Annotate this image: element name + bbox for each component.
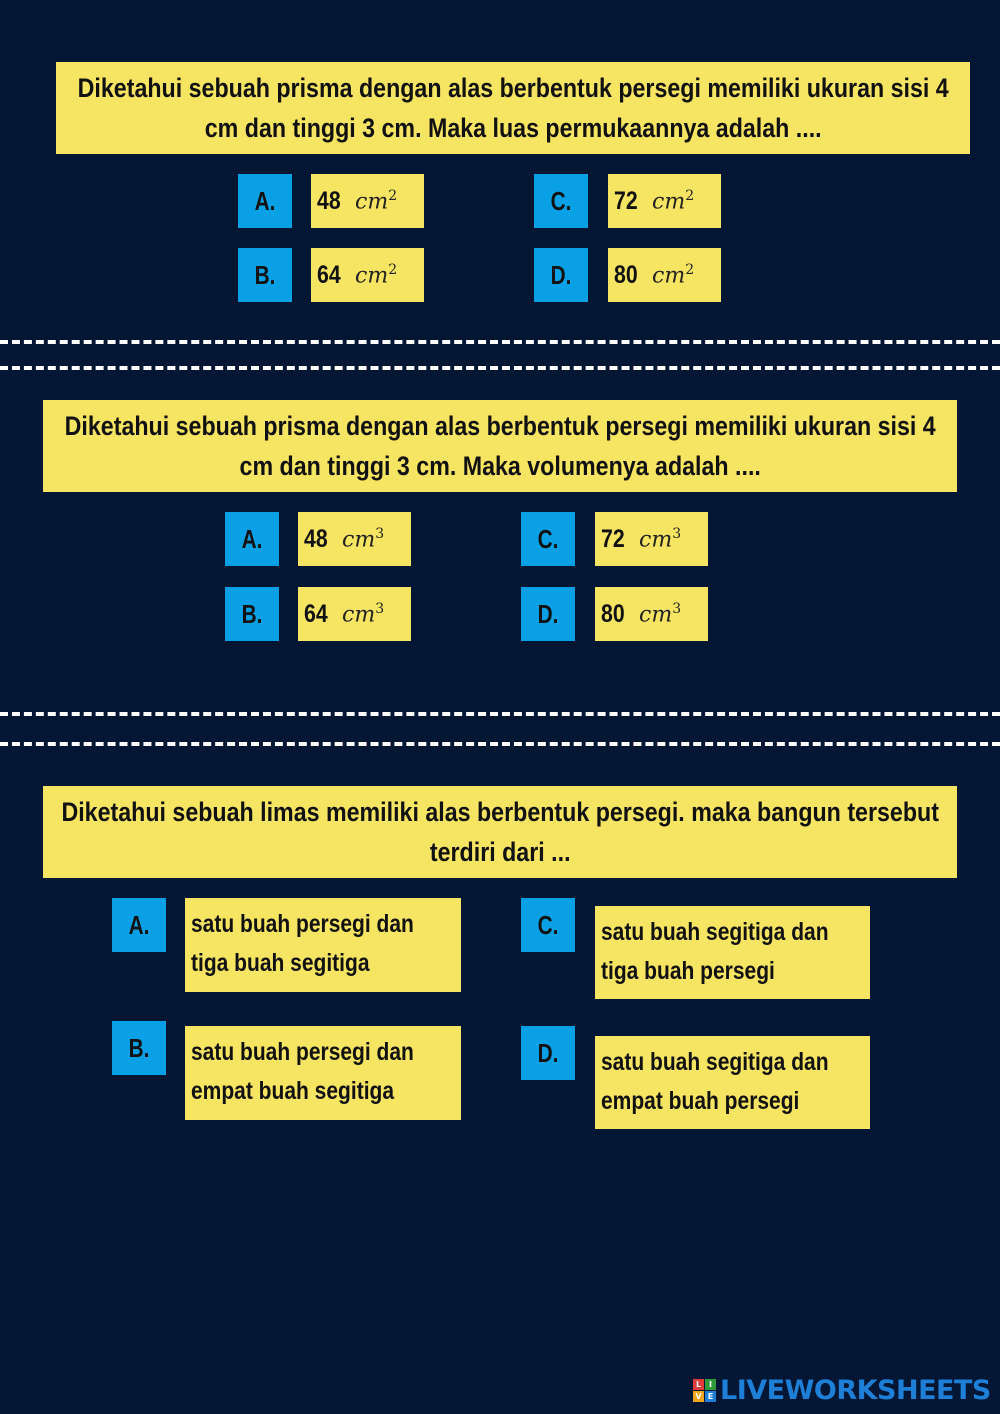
q1-option-c-letter[interactable]: C. (534, 174, 588, 228)
logo-icon: L I V E (693, 1379, 716, 1402)
question-1-box (56, 62, 970, 154)
divider-line (0, 742, 1000, 746)
q3-option-d-letter[interactable]: D. (521, 1026, 575, 1080)
q3-option-c-letter[interactable]: C. (521, 898, 575, 952)
divider-line (0, 340, 1000, 344)
logo-text: LIVEWORKSHEETS (720, 1374, 991, 1406)
q1-option-a-answer[interactable]: 48 $cm^2$ (311, 174, 424, 228)
q3-option-c-answer[interactable]: satu buah segitiga dan tiga buah persegi (595, 906, 870, 999)
q3-option-b-answer[interactable]: satu buah persegi dan empat buah segitiga (185, 1026, 461, 1120)
question-1-text: Diketahui sebuah prisma dengan alas berbentuk persegi memiliki ukuran sisi 4 cm dan tinggi 3 cm. Maka luas permukaannya adalah .... (77, 73, 949, 143)
q1-option-b-letter[interactable]: B. (238, 248, 292, 302)
question-3-text: Diketahui sebuah limas memiliki alas berbentuk persegi. maka bangun tersebut terdiri dari ... (61, 797, 939, 867)
q1-option-b-answer[interactable]: 64 $cm^2$ (311, 248, 424, 302)
q1-option-c-answer[interactable]: 72 $cm^2$ (608, 174, 721, 228)
q2-option-c-letter[interactable]: C. (521, 512, 575, 566)
question-2-text: Diketahui sebuah prisma dengan alas berbentuk persegi memiliki ukuran sisi 4 cm dan tinggi 3 cm. Maka volumenya adalah .... (64, 411, 936, 481)
q3-option-b-letter[interactable]: B. (112, 1021, 166, 1075)
q2-option-d-letter[interactable]: D. (521, 587, 575, 641)
q2-option-c-answer[interactable]: 72 $cm^3$ (595, 512, 708, 566)
q1-option-d-letter[interactable]: D. (534, 248, 588, 302)
q2-option-b-letter[interactable]: B. (225, 587, 279, 641)
q2-option-a-letter[interactable]: A. (225, 512, 279, 566)
liveworksheets-logo (693, 1376, 991, 1404)
question-3-box (43, 786, 957, 878)
divider-line (0, 366, 1000, 370)
q1-option-d-answer[interactable]: 80 $cm^2$ (608, 248, 721, 302)
q2-option-b-answer[interactable]: 64 $cm^3$ (298, 587, 411, 641)
q1-option-a-letter[interactable]: A. (238, 174, 292, 228)
question-2-box (43, 400, 957, 492)
q2-option-a-answer[interactable]: 48 $cm^3$ (298, 512, 411, 566)
q2-option-d-answer[interactable]: 80 $cm^3$ (595, 587, 708, 641)
q3-option-a-letter[interactable]: A. (112, 898, 166, 952)
q3-option-a-answer[interactable]: satu buah persegi dan tiga buah segitiga (185, 898, 461, 992)
divider-line (0, 712, 1000, 716)
q3-option-d-answer[interactable]: satu buah segitiga dan empat buah persegi (595, 1036, 870, 1129)
